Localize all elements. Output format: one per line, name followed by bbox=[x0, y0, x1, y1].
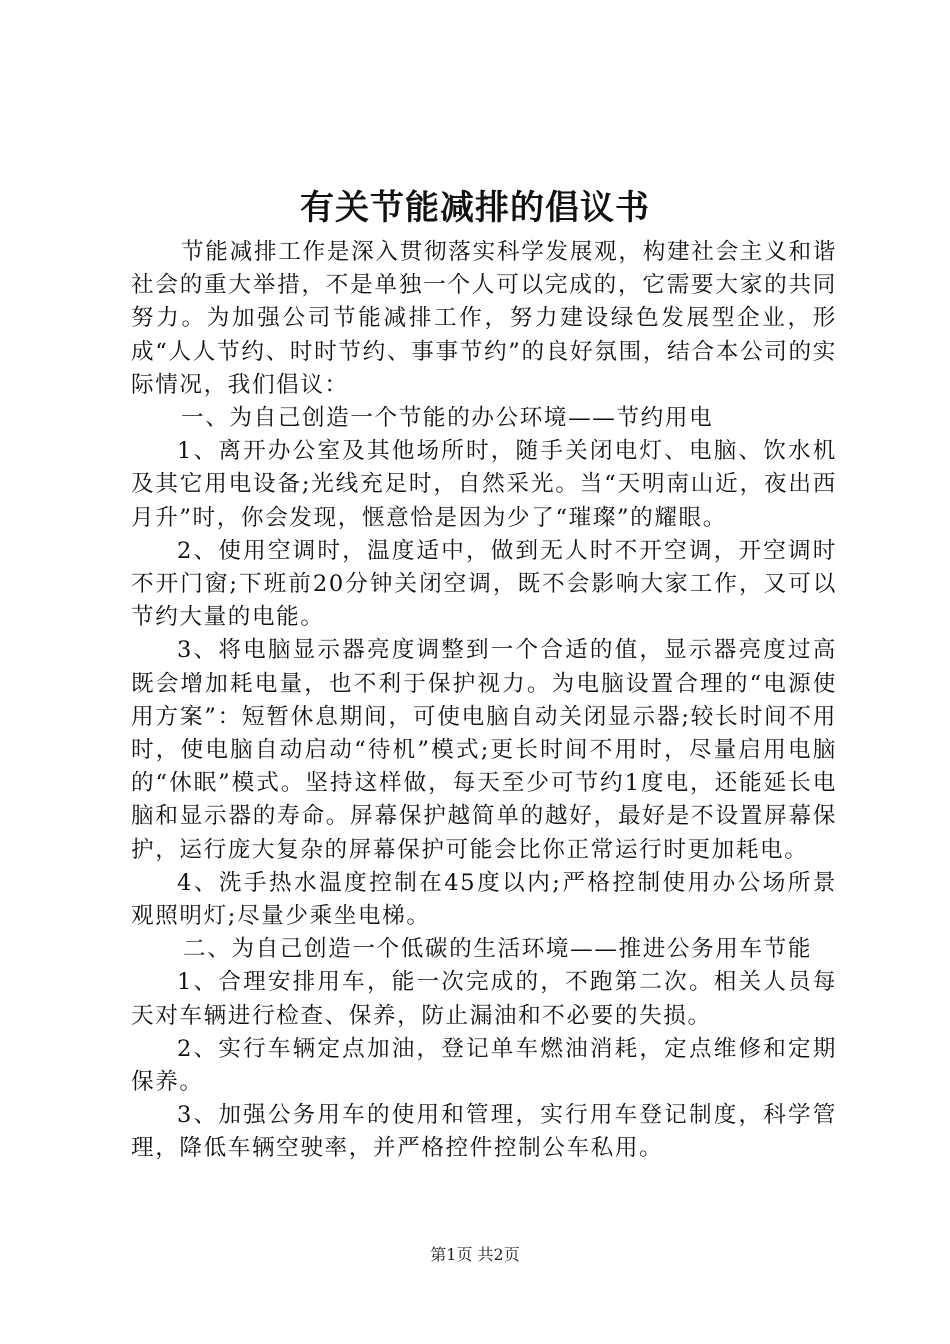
document-body bbox=[131, 236, 837, 1166]
paragraph-item-2-3: 3、加强公务用车的使用和管理，实行用车登记制度，科学管理，降低车辆空驶率，并严格控件控制公车私用。 bbox=[131, 1102, 837, 1162]
page-footer: 第1页 共2页 bbox=[430, 1245, 520, 1264]
paragraph-item-1-3: 3、将电脑显示器亮度调整到一个合适的值，显示器亮度过高既会增加耗电量，也不利于保护视力。为电脑设置合理的“电源使用方案”：短暂休息期间，可使电脑自动关闭显示器;较长时间不用时，使电脑自动启动“待机”模式;更长时间不用时，尽量启用电脑的“休眠”模式。坚持这样做，每天至少可节约1度电，还能延长电脑和显示器的寿命。屏幕保护越简单的越好，最好是不设置屏幕保护，运行庞大复杂的屏幕保护可能会比你正常运行时更加耗电。 bbox=[131, 637, 837, 863]
section-heading-2: 二、为自己创造一个低碳的生活环境——推进公务用车节能 bbox=[183, 936, 813, 963]
paragraph-item-1-1: 1、离开办公室及其他场所时，随手关闭电灯、电脑、饮水机及其它用电设备;光线充足时，自然采光。当“天明南山近，夜出西月升”时，你会发现，惬意恰是因为少了“璀璨”的耀眼。 bbox=[131, 438, 837, 531]
section-heading-1: 一、为自己创造一个节能的办公环境——节约用电 bbox=[181, 405, 714, 432]
paragraph-item-1-2: 2、使用空调时，温度适中，做到无人时不开空调，开空调时不开门窗;下班前20分钟关闭空调，既不会影响大家工作，又可以节约大量的电能。 bbox=[131, 537, 837, 631]
paragraph-item-2-1: 1、合理安排用车，能一次完成的，不跑第二次。相关人员每天对车辆进行检查、保养，防止漏油和不必要的失损。 bbox=[131, 969, 837, 1029]
paragraph-intro: 节能减排工作是深入贯彻落实科学发展观，构建社会主义和谐社会的重大举措，不是单独一个人可以完成的，它需要大家的共同努力。为加强公司节能减排工作，努力建设绿色发展型企业，形成“人人节约、时时节约、事事节约”的良好氛围，结合本公司的实际情况，我们倡议： bbox=[131, 239, 837, 398]
paragraph-item-1-4: 4、洗手热水温度控制在45度以内;严格控制使用办公场所景观照明灯;尽量少乘坐电梯。 bbox=[131, 869, 837, 930]
paragraph-item-2-2: 2、实行车辆定点加油，登记单车燃油消耗，定点维修和定期保养。 bbox=[131, 1035, 837, 1096]
document-title: 有关节能减排的倡议书 bbox=[300, 188, 650, 228]
